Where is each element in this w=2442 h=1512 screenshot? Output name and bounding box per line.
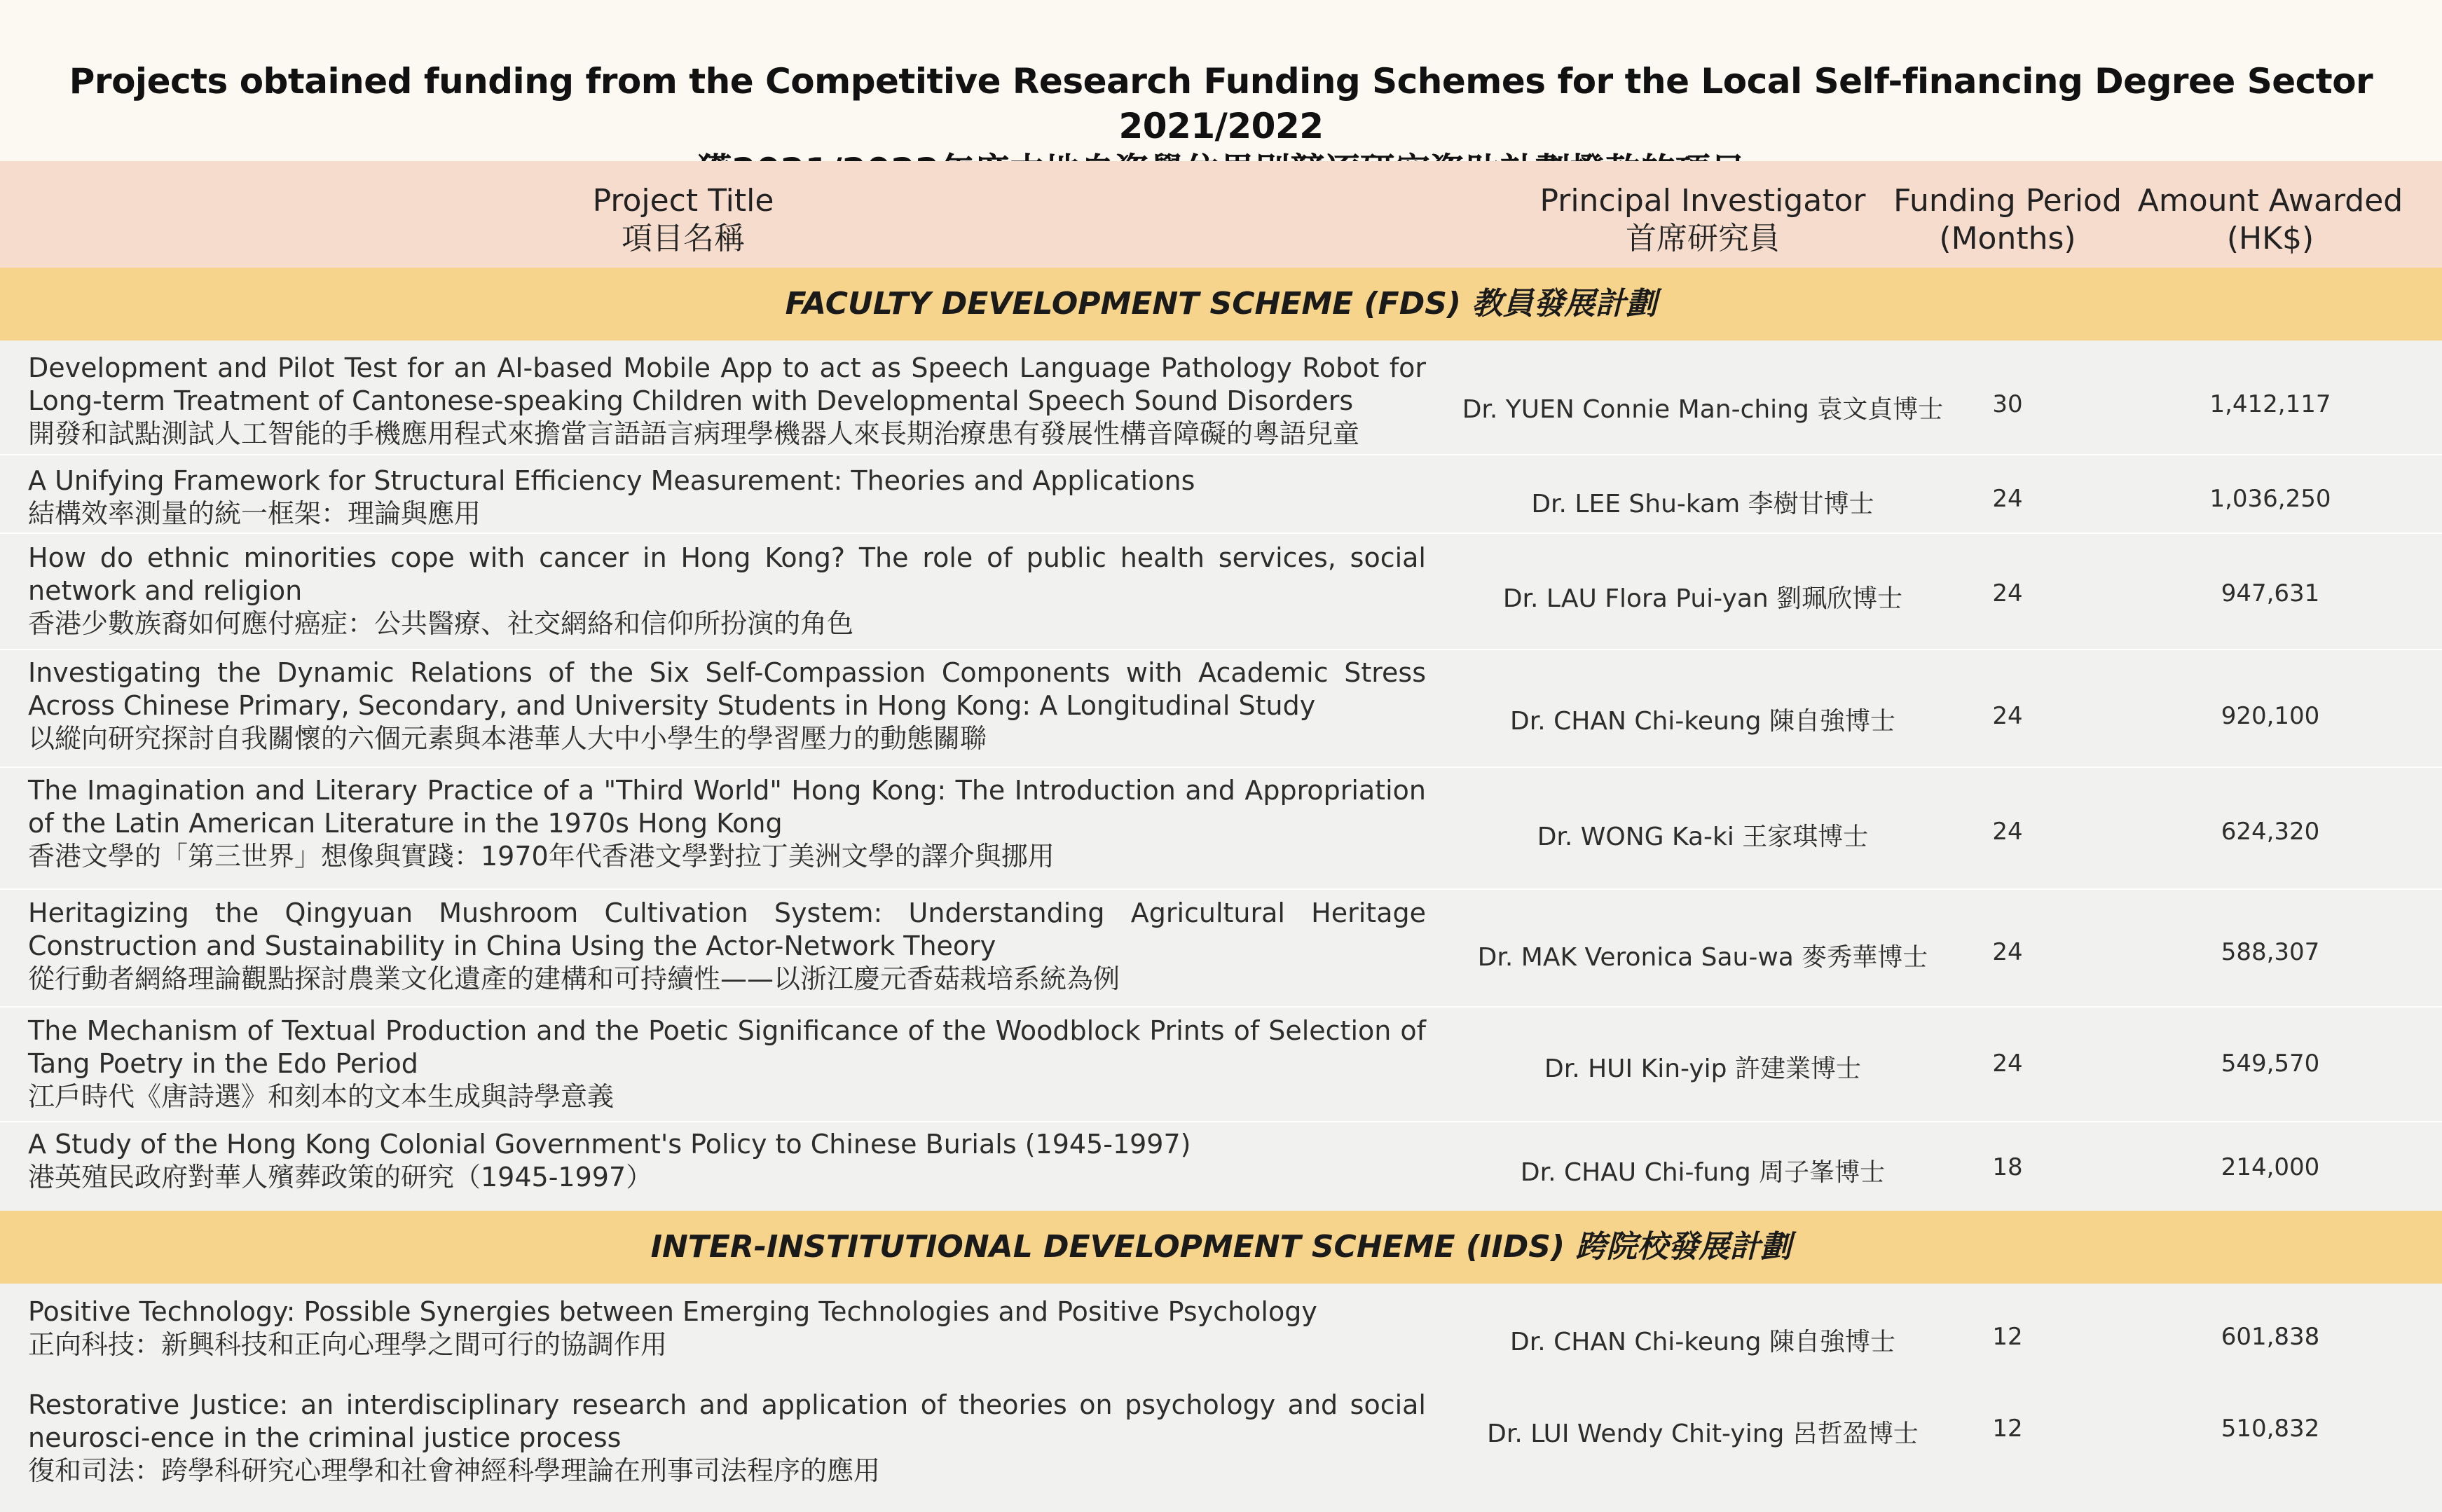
project-title — [28, 1389, 1426, 1487]
funding-period: 12 — [1992, 1323, 2023, 1351]
principal-investigator: Dr. LUI Wendy Chit-ying 呂哲盈博士 — [1487, 1420, 1919, 1448]
row-divider — [0, 767, 2442, 768]
project-title-en: Heritagizing the Qingyuan Mushroom Cultivation System: Understanding Agricultural Heritage Construction and Sustainability in China Using the Actor-Network Theory — [28, 898, 1426, 961]
principal-investigator: Dr. LEE Shu-kam 李樹甘博士 — [1531, 490, 1874, 518]
project-title — [28, 1015, 1426, 1113]
project-title-en: A Unifying Framework for Structural Efficiency Measurement: Theories and Applications — [28, 465, 1195, 496]
funding-period: 24 — [1992, 1050, 2023, 1078]
project-title-en: Positive Technology: Possible Synergies between Emerging Technologies and Positive Psychology — [28, 1296, 1317, 1327]
principal-investigator: Dr. CHAU Chi-fung 周子峯博士 — [1520, 1158, 1886, 1187]
title-english: Projects obtained funding from the Competitive Research Funding Schemes for the Local Self-financing Degree Sector 2021/2022 — [69, 61, 2373, 146]
row-divider — [0, 649, 2442, 650]
funding-period: 18 — [1992, 1153, 2023, 1181]
project-title — [28, 1295, 1426, 1361]
project-title-en: How do ethnic minorities cope with cancer in Hong Kong? The role of public health services, social network and religion — [28, 542, 1426, 606]
project-title-en: Restorative Justice: an interdisciplinary research and application of theories on psychology and social neurosci-ence in the criminal justice process — [28, 1389, 1426, 1453]
header-project-title: Project Title 項目名稱 — [592, 183, 774, 256]
amount-awarded: 214,000 — [2221, 1153, 2320, 1181]
project-title-en: The Imagination and Literary Practice of a "Third World" Hong Kong: The Introduction and Appropriation of the Latin American Literature in the 1970s Hong Kong — [28, 775, 1426, 839]
row-divider — [0, 454, 2442, 455]
funding-period: 30 — [1992, 390, 2023, 418]
project-title-zh: 從行動者網絡理論觀點探討農業文化遺產的建構和可持續性——以浙江慶元香菇栽培系統為例 — [28, 963, 1120, 994]
principal-investigator: Dr. WONG Ka-ki 王家琪博士 — [1537, 823, 1869, 851]
project-title-zh: 開發和試點測試人工智能的手機應用程式來擔當言語語言病理學機器人來長期治療患有發展性構音障礙的粵語兒童 — [28, 418, 1360, 449]
project-title-zh: 香港少數族裔如何應付癌症：公共醫療、社交網絡和信仰所扮演的角色 — [28, 608, 854, 639]
amount-awarded: 549,570 — [2221, 1050, 2320, 1078]
amount-awarded: 624,320 — [2221, 818, 2320, 846]
principal-investigator: Dr. HUI Kin-yip 許建業博士 — [1544, 1054, 1861, 1083]
project-title-zh: 結構效率測量的統一框架：理論與應用 — [28, 498, 481, 529]
amount-awarded: 920,100 — [2221, 702, 2320, 730]
funding-period: 24 — [1992, 818, 2023, 846]
funding-period: 12 — [1992, 1415, 2023, 1443]
funding-period: 24 — [1992, 485, 2023, 513]
project-title-en: A Study of the Hong Kong Colonial Government's Policy to Chinese Burials (1945-1997) — [28, 1129, 1191, 1160]
header-principal-investigator: Principal Investigator 首席研究員 — [1539, 183, 1866, 256]
project-title-en: Investigating the Dynamic Relations of the Six Self-Compassion Components with Academic Stress Across Chinese Primary, Secondary, and University Students in Hong Kong: A Longitudinal Study — [28, 657, 1426, 721]
amount-awarded: 601,838 — [2221, 1323, 2320, 1351]
project-title-zh: 香港文學的「第三世界」想像與實踐：1970年代香港文學對拉丁美洲文學的譯介與挪用 — [28, 841, 1055, 872]
project-title — [28, 465, 1426, 530]
amount-awarded: 510,832 — [2221, 1415, 2320, 1443]
amount-awarded: 588,307 — [2221, 938, 2320, 966]
project-title — [28, 774, 1426, 873]
project-title-zh: 復和司法：跨學科研究心理學和社會神經科學理論在刑事司法程序的應用 — [28, 1455, 881, 1486]
header-funding-period: Funding Period (Months) — [1893, 183, 2122, 256]
table-header — [0, 161, 2442, 268]
project-title-zh: 以縱向研究探討自我關懷的六個元素與本港華人大中小學生的學習壓力的動態關聯 — [28, 723, 987, 754]
project-title-zh: 港英殖民政府對華人殯葬政策的研究（1945-1997） — [28, 1162, 653, 1193]
row-divider — [0, 1006, 2442, 1008]
section-header-iids: INTER-INSTITUTIONAL DEVELOPMENT SCHEME (IIDS) 跨院校發展計劃 — [0, 1211, 2442, 1284]
project-title — [28, 897, 1426, 996]
funding-period: 24 — [1992, 579, 2023, 607]
amount-awarded: 947,631 — [2221, 579, 2320, 607]
project-title — [28, 352, 1426, 451]
funding-period: 24 — [1992, 938, 2023, 966]
project-title-zh: 江戶時代《唐詩選》和刻本的文本生成與詩學意義 — [28, 1081, 615, 1112]
header-amount-awarded: Amount Awarded (HK$) — [2137, 183, 2403, 256]
project-title-zh: 正向科技：新興科技和正向心理學之間可行的協調作用 — [28, 1329, 668, 1360]
row-divider — [0, 1121, 2442, 1122]
amount-awarded: 1,412,117 — [2209, 390, 2331, 418]
project-title-en: The Mechanism of Textual Production and the Poetic Significance of the Woodblock Prints of Selection of Tang Poetry in the Edo Period — [28, 1015, 1426, 1079]
principal-investigator: Dr. LAU Flora Pui-yan 劉珮欣博士 — [1502, 584, 1903, 613]
section-header-fds: FACULTY DEVELOPMENT SCHEME (FDS) 教員發展計劃 — [0, 268, 2442, 341]
principal-investigator: Dr. CHAN Chi-keung 陳自強博士 — [1510, 1328, 1895, 1356]
row-divider — [0, 888, 2442, 890]
principal-investigator: Dr. MAK Veronica Sau-wa 麥秀華博士 — [1477, 943, 1928, 972]
principal-investigator: Dr. CHAN Chi-keung 陳自強博士 — [1510, 707, 1895, 736]
amount-awarded: 1,036,250 — [2209, 485, 2331, 513]
project-title — [28, 1128, 1426, 1194]
project-title — [28, 542, 1426, 640]
principal-investigator: Dr. YUEN Connie Man-ching 袁文貞博士 — [1462, 395, 1944, 424]
funding-period: 24 — [1992, 702, 2023, 730]
row-divider — [0, 532, 2442, 534]
project-title-en: Development and Pilot Test for an AI-based Mobile App to act as Speech Language Pathology Robot for Long-term Treatment of Cantonese-speaking Children with Developmental Speech Sound Disorders — [28, 352, 1426, 416]
project-title — [28, 657, 1426, 755]
